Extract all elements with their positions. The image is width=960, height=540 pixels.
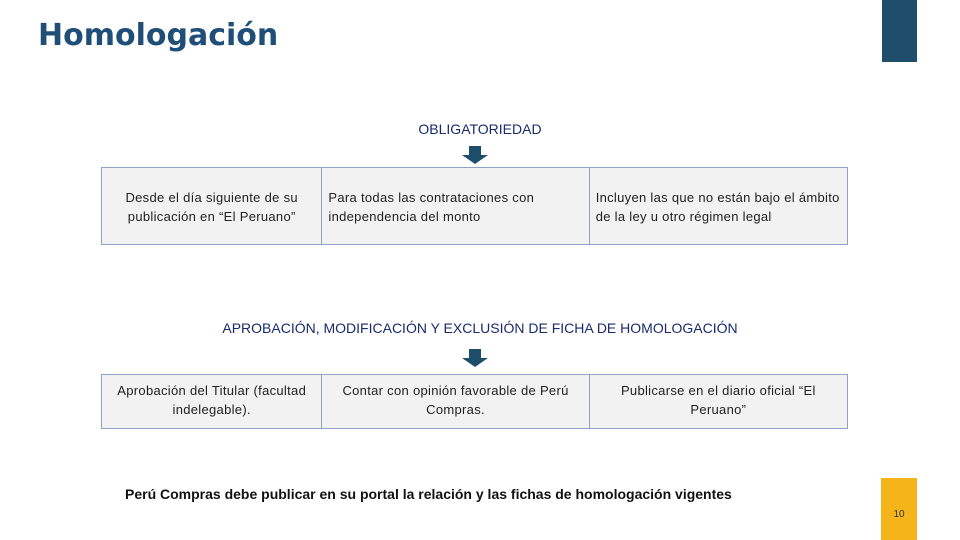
footer-note: Perú Compras debe publicar en su portal la relación y las fichas de homologación vigentes	[125, 486, 732, 502]
aprobacion-item: Contar con opinión favorable de Perú Compras.	[321, 375, 588, 428]
slide-title: Homologación	[38, 18, 279, 53]
section-heading-aprobacion: APROBACIÓN, MODIFICACIÓN Y EXCLUSIÓN DE FICHA DE HOMOLOGACIÓN	[222, 320, 738, 336]
section-heading-obligatoriedad: OBLIGATORIEDAD	[418, 121, 542, 137]
obligatoriedad-item: Para todas las contrataciones con independencia del monto	[321, 168, 588, 244]
aprobacion-item: Aprobación del Titular (facultad indelegable).	[117, 383, 307, 417]
page-number-badge	[881, 478, 917, 540]
page-number: 10	[893, 509, 905, 520]
obligatoriedad-row	[101, 167, 848, 245]
obligatoriedad-item: Desde el día siguiente de su publicación en “El Peruano”	[125, 190, 298, 224]
aprobacion-row	[101, 374, 848, 429]
obligatoriedad-item: Incluyen las que no están bajo el ámbito de la ley u otro régimen legal	[589, 168, 847, 244]
top-accent-bar	[882, 0, 917, 62]
aprobacion-item: Publicarse en el diario oficial “El Peruano”	[589, 375, 847, 428]
